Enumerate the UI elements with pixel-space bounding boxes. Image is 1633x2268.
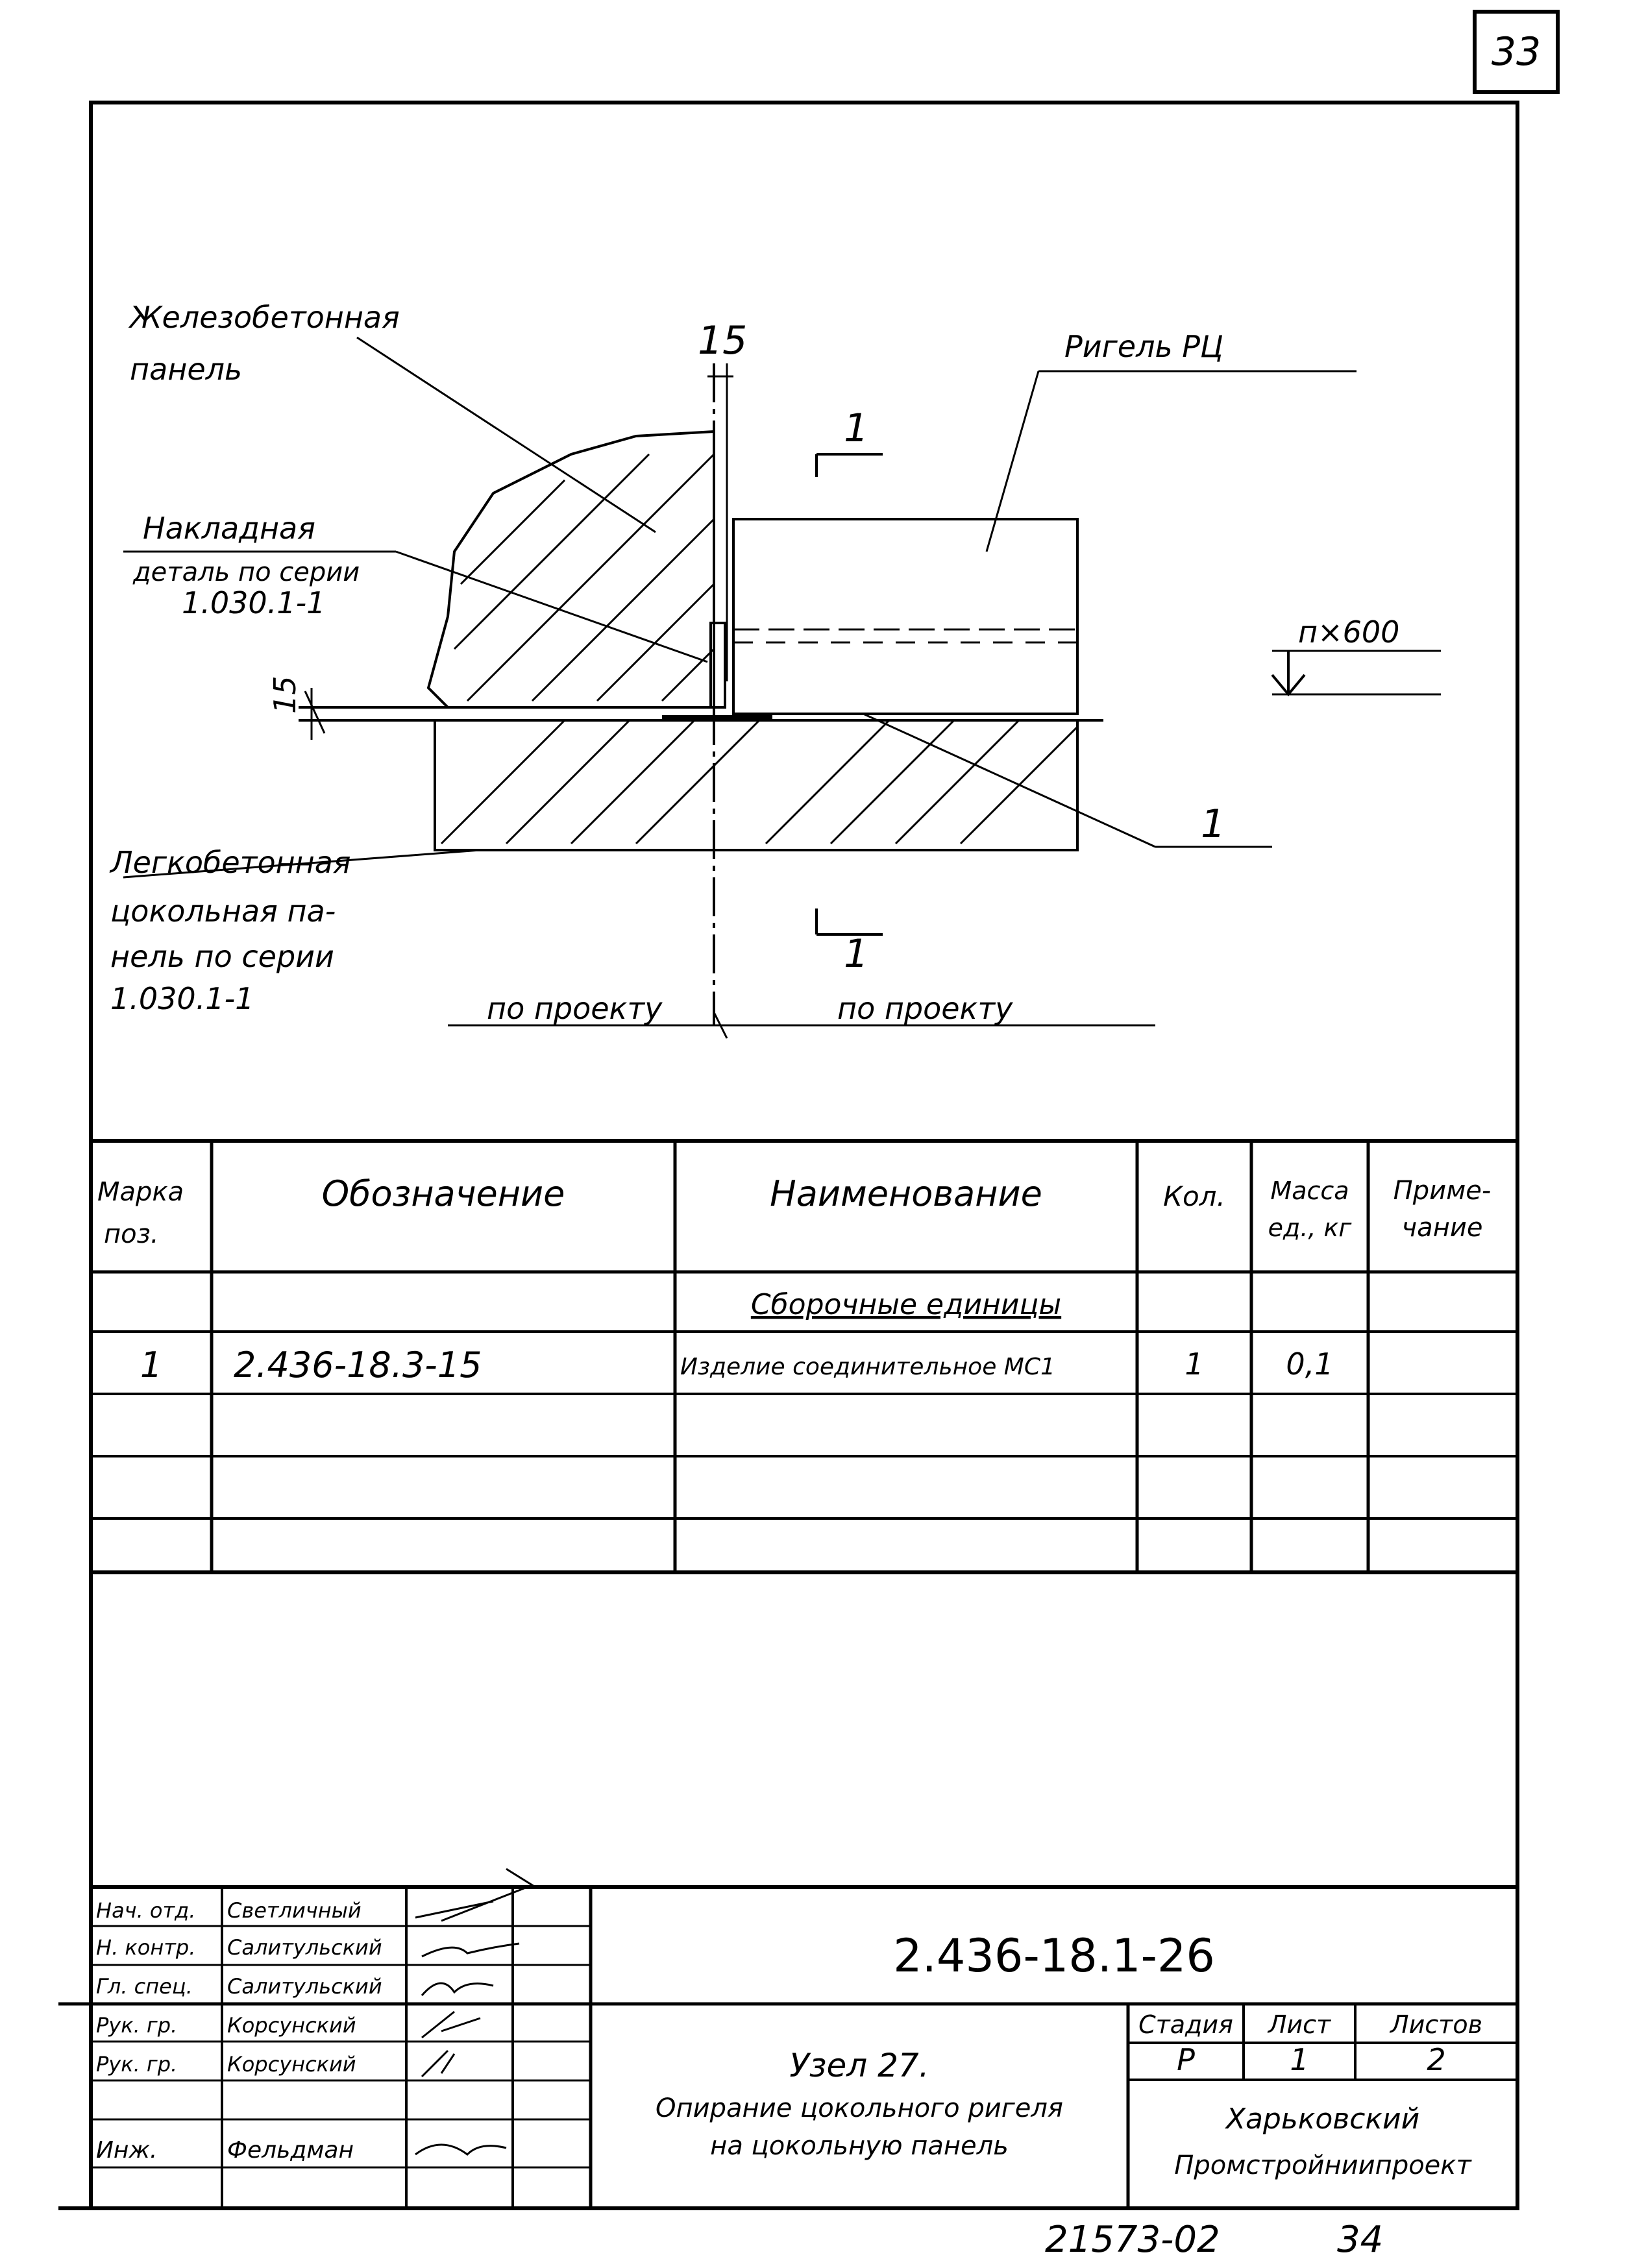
signatures: [415, 1869, 532, 2154]
label-plinth-3: нель по серии: [110, 939, 334, 974]
row1-name: Изделие соединительное МС1: [680, 1354, 1055, 1380]
label-section-bottom: 1: [844, 931, 869, 977]
label-plinth-2: цокольная па-: [110, 894, 336, 929]
org-line-2: Промстройниипроект: [1174, 2151, 1471, 2180]
sheets-value: 2: [1427, 2042, 1446, 2077]
label-rc-panel-1: Железобетонная: [130, 300, 400, 335]
row1-designation: 2.436-18.3-15: [234, 1345, 482, 1385]
row1-mark: 1: [140, 1345, 163, 1385]
rc-panel-hatch: [454, 454, 714, 701]
label-section-top: 1: [844, 406, 869, 451]
leader-overlay: [396, 552, 707, 662]
name-3: Салитульский: [227, 1974, 382, 1999]
name-4: Корсунский: [227, 2013, 356, 2038]
name-5: Корсунский: [227, 2052, 356, 2077]
header-note-2: чание: [1401, 1213, 1483, 1243]
role-2: Н. контр.: [96, 1935, 196, 1960]
sheet-label: Лист: [1268, 2010, 1331, 2039]
label-plinth-1: Легкобетонная: [110, 845, 351, 880]
rc-panel: [428, 432, 714, 707]
label-crossbar: Ригель РЦ: [1064, 329, 1223, 364]
role-4: Рук. гр.: [96, 2013, 178, 2038]
label-dim-right: п×600: [1298, 615, 1400, 650]
header-mass-2: ед., кг: [1268, 1213, 1352, 1242]
plinth-hatch: [441, 720, 1077, 844]
sheet-frame: [91, 103, 1517, 2208]
role-1: Нач. отд.: [96, 1898, 196, 1923]
doc-code: 2.436-18.1-26: [893, 1929, 1215, 1982]
stage-label: Стадия: [1138, 2010, 1233, 2039]
role-5: Рук. гр.: [96, 2052, 178, 2077]
label-dim-top: 15: [698, 318, 748, 363]
title-line-3: на цокольную панель: [710, 2131, 1009, 2161]
title-line-1: Узел 27.: [789, 2047, 929, 2084]
header-designation: Обозначение: [321, 1173, 565, 1214]
crossbar-rc: [733, 519, 1077, 714]
joint-drawing: [123, 337, 1441, 1038]
name-1: Светличный: [227, 1898, 362, 1923]
label-dim-left: 15: [267, 676, 302, 714]
sheets-label: Листов: [1390, 2010, 1482, 2039]
header-name: Наименование: [770, 1173, 1042, 1214]
section-title: Сборочные единицы: [750, 1288, 1062, 1321]
header-mark-1: Марка: [97, 1177, 184, 1207]
label-rc-panel-2: панель: [130, 352, 243, 387]
title-line-2: Опирание цокольного ригеля: [656, 2093, 1063, 2123]
header-mass-1: Масса: [1270, 1177, 1349, 1205]
name-7: Фельдман: [227, 2137, 354, 2164]
plinth-panel: [435, 720, 1077, 850]
name-2: Салитульский: [227, 1935, 382, 1960]
label-by-project-right: по проекту: [837, 991, 1013, 1026]
org-line-1: Харьковский: [1225, 2103, 1420, 2136]
role-7: Инж.: [96, 2137, 158, 2164]
header-mark-2: поз.: [104, 1219, 159, 1249]
label-overlay-2: деталь по серии: [133, 557, 360, 587]
header-qty: Кол.: [1163, 1180, 1225, 1212]
sheet-value: 1: [1290, 2042, 1309, 2077]
row1-qty: 1: [1185, 1347, 1204, 1382]
leader-crossbar: [987, 371, 1038, 552]
footer-code: 21573-02: [1045, 2219, 1220, 2261]
footer-page: 34: [1337, 2219, 1384, 2261]
label-by-project-left: по проекту: [487, 991, 663, 1026]
stage-value: Р: [1177, 2042, 1195, 2077]
role-3: Гл. спец.: [96, 1974, 193, 1999]
leader-callout: [863, 714, 1155, 847]
row1-mass: 0,1: [1286, 1347, 1334, 1382]
label-overlay-1: Накладная: [143, 511, 315, 546]
label-plinth-4: 1.030.1-1: [110, 981, 254, 1016]
label-overlay-3: 1.030.1-1: [182, 585, 326, 620]
label-callout: 1: [1201, 801, 1226, 847]
leader-rc-panel: [357, 337, 656, 532]
header-note-1: Приме-: [1393, 1176, 1492, 1206]
sheet-number: 33: [1491, 29, 1541, 75]
